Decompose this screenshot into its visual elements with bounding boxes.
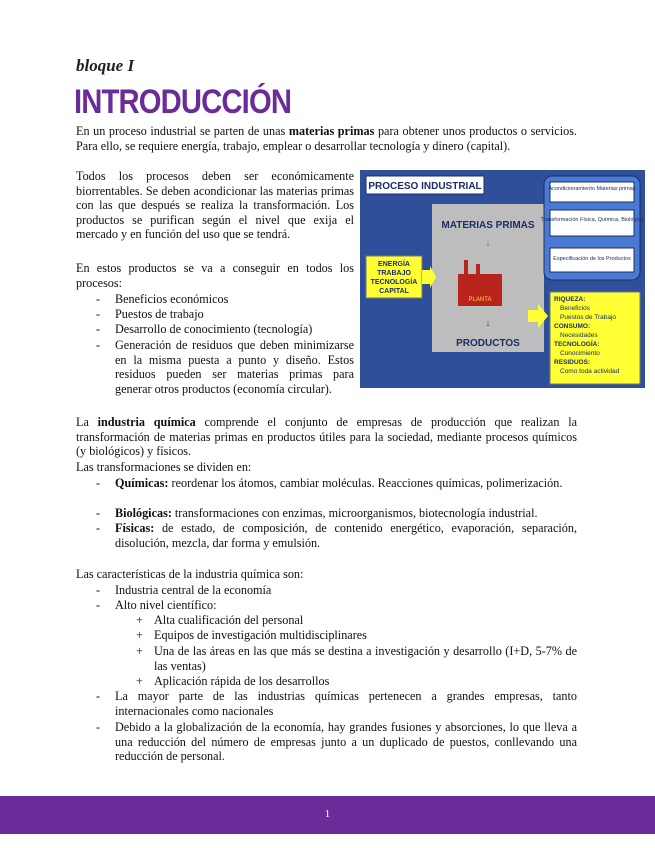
characteristics-heading: Las características de la industria química son: (76, 567, 304, 581)
svg-text:Acondicionamiento Materias pri: Acondicionamiento Materias primas (548, 186, 636, 192)
sub-item: Alta cualificación del personal (154, 613, 304, 627)
svg-text:CONSUMO:: CONSUMO: (554, 323, 591, 330)
materias-label: MATERIAS PRIMAS (441, 220, 535, 231)
list-bullet: - (96, 583, 101, 597)
sub-bullet: + (136, 628, 143, 642)
list-item: Generación de residuos que deben minimizarse en la misma puesta a punto y diseño. Estos residuos pueden ser materias primas para generar otros productos (economía circular). (115, 338, 354, 396)
list-bullet: - (96, 506, 101, 520)
sub-bullet: + (136, 674, 143, 688)
svg-text:CAPITAL: CAPITAL (379, 288, 409, 295)
page-number: 1 (324, 808, 331, 820)
intro-paragraph-2: Todos los procesos deben ser económicamente biorrentables. Se deben acondicionar las materias primas con las que después se realiza la transformación. Los productos se purifican según el nivel que exija el mercado y en función del uso que se tendrá. (76, 169, 354, 242)
sub-item: Equipos de investigación multidisciplinares (154, 628, 367, 642)
list-bullet: - (96, 322, 101, 336)
list-bullet: - (96, 521, 101, 535)
list-item: Alto nivel científico: (115, 598, 217, 612)
svg-text:RIQUEZA:: RIQUEZA: (554, 296, 586, 303)
industrial-process-diagram (360, 170, 645, 388)
svg-text:Especificación de los Producto: Especificación de los Productos (553, 256, 631, 262)
svg-text:TRABAJO: TRABAJO (377, 270, 411, 277)
list-item: Físicas: de estado, de composición, de contenido energético, evaporación, separación, disolución, mezcla, dar forma y emulsión. (115, 521, 577, 550)
sub-item: Aplicación rápida de los desarrollos (154, 674, 330, 688)
svg-text:ENERGÍA: ENERGÍA (378, 261, 410, 268)
sub-item: Una de las áreas en las que más se destina a investigación y desarrollo (I+D, 5-7% de las ventas) (154, 644, 577, 673)
list-bullet: - (96, 598, 101, 612)
sub-bullet: + (136, 644, 143, 658)
svg-text:Beneficios: Beneficios (560, 305, 590, 312)
list-item: La mayor parte de las industrias químicas pertenecen a grandes empresas, tanto internacionales como nacionales (115, 689, 577, 718)
list-bullet: - (96, 720, 101, 734)
list-bullet: - (96, 338, 101, 352)
list-bullet: - (96, 476, 101, 490)
intro-paragraph-3: En estos productos se va a conseguir en todos los procesos: (76, 261, 354, 290)
list-bullet: - (96, 292, 101, 306)
arrow-down-icon: ↓ (485, 318, 491, 328)
planta-label: PLANTA (468, 297, 492, 303)
list-item: Químicas: reordenar los átomos, cambiar moléculas. Reacciones químicas, polimerización. (115, 476, 563, 490)
diagram-header: PROCESO INDUSTRIAL (368, 181, 482, 192)
svg-text:Necesidades: Necesidades (560, 332, 598, 339)
svg-text:Puestos de Trabajo: Puestos de Trabajo (560, 314, 617, 321)
svg-text:RESIDUOS:: RESIDUOS: (554, 359, 591, 366)
list-item: Puestos de trabajo (115, 307, 204, 321)
list-item: Industria central de la economía (115, 583, 272, 597)
list-item: Desarrollo de conocimiento (tecnología) (115, 322, 313, 336)
svg-text:TECNOLOGÍA: TECNOLOGÍA (370, 279, 418, 286)
block-label: bloque I (76, 56, 135, 75)
sub-bullet: + (136, 613, 143, 627)
chemistry-paragraph-2: Las transformaciones se dividen en: (76, 460, 252, 474)
svg-text:Como toda actividad: Como toda actividad (560, 368, 620, 375)
chemistry-paragraph-1: La industria química comprende el conjunto de empresas de producción que realizan la transformación de materias primas en productos útiles para la sociedad, mediante procesos químicos (y biológicos) y físicos. (76, 415, 577, 459)
list-item: Debido a la globalización de la economía, hay grandes fusiones y absorciones, lo que lleva a una reducción del número de empresas junto a un duplicado de puestos, conllevando una reducción de personal. (115, 720, 577, 764)
svg-text:Transformación Física, Química: Transformación Física, Química, Biológica (540, 217, 644, 223)
list-item: Beneficios económicos (115, 292, 229, 306)
list-item: Biológicas: transformaciones con enzimas, microorganismos, biotecnología industrial. (115, 506, 538, 520)
intro-paragraph-1: En un proceso industrial se parten de unas materias primas para obtener unos productos o servicios. Para ello, se requiere energía, trabajo, emplear o desarrollar tecnología y dinero (capital). (76, 124, 577, 153)
list-bullet: - (96, 689, 101, 703)
svg-text:TECNOLOGÍA:: TECNOLOGÍA: (554, 341, 600, 348)
svg-text:Conocimiento: Conocimiento (560, 350, 600, 357)
arrow-down-icon: ↓ (485, 238, 491, 248)
productos-label: PRODUCTOS (456, 338, 520, 349)
list-bullet: - (96, 307, 101, 321)
page-title: INTRODUCCIÓN (74, 83, 292, 121)
